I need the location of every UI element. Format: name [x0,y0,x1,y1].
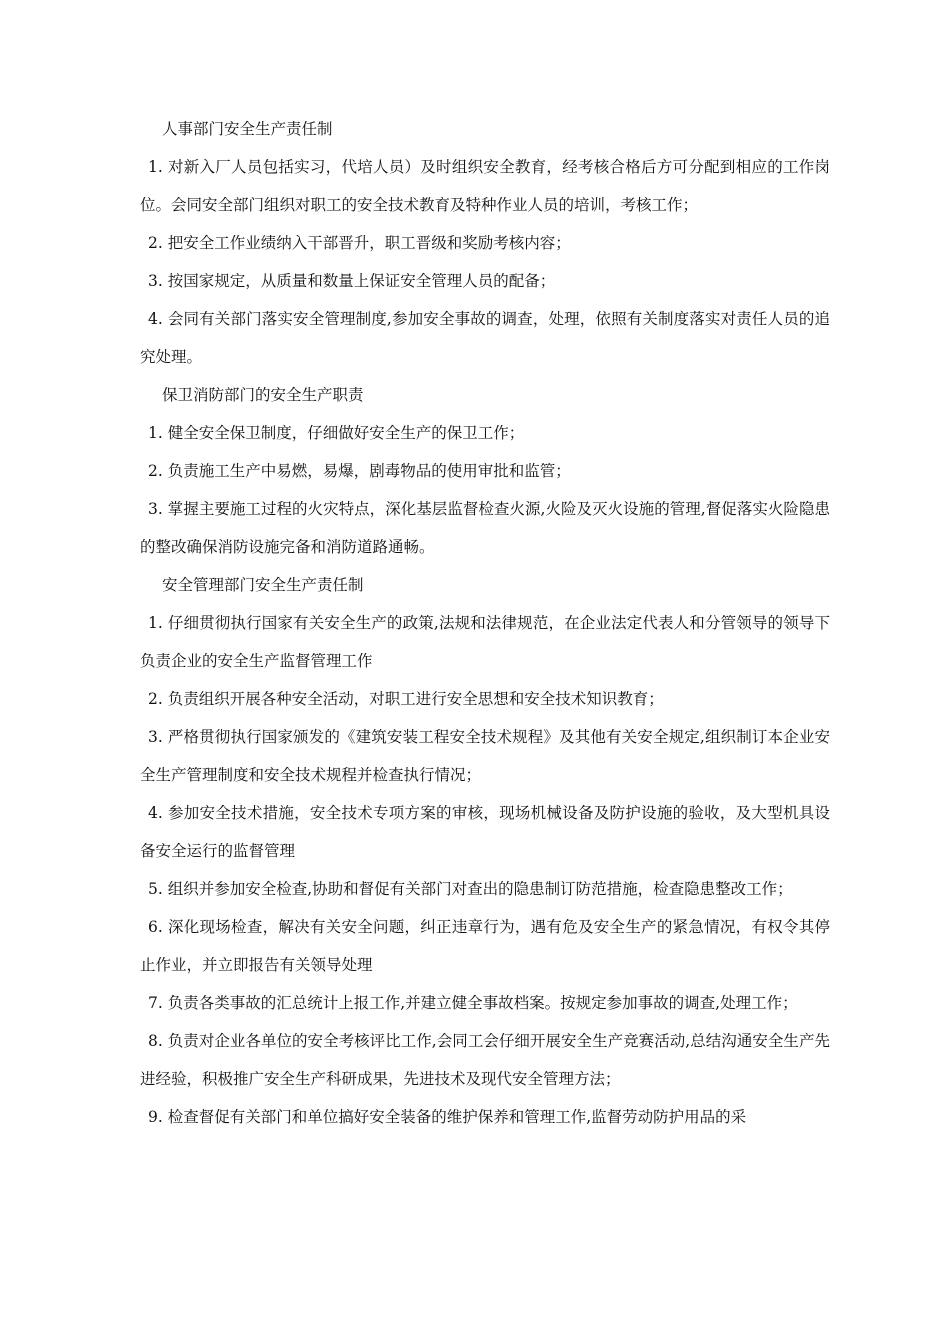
section-title: 人事部门安全生产责任制 [162,120,333,138]
section-title: 安全管理部门安全生产责任制 [162,576,364,594]
list-item: 2. 把安全工作业绩纳入干部晋升，职工晋级和奖励考核内容； [148,234,571,252]
list-item: 2. 负责施工生产中易燃，易爆，剧毒物品的使用审批和监管； [148,462,571,480]
section-security-fire [140,376,830,566]
list-item: 4. 会同有关部门落实安全管理制度,参加安全事故的调查，处理，依照有关制度落实对责任人员的追究处理。 [140,310,830,366]
list-item: 1. 仔细贯彻执行国家有关安全生产的政策,法规和法律规范，在企业法定代表人和分管领导的领导下负责企业的安全生产监督管理工作 [140,614,830,670]
list-item: 2. 负责组织开展各种安全活动，对职工进行安全思想和安全技术知识教育； [148,690,664,708]
list-item: 1. 对新入厂人员包括实习，代培人员）及时组织安全教育，经考核合格后方可分配到相应的工作岗位。会同安全部门组织对职工的安全技术教育及特种作业人员的培训，考核工作； [140,158,831,214]
list-item: 4. 参加安全技术措施，安全技术专项方案的审核，现场机械设备及防护设施的验收，及大型机具设备安全运行的监督管理 [140,804,831,860]
list-item: 5. 组织并参加安全检查,协助和督促有关部门对查出的隐患制订防范措施，检查隐患整改工作； [148,880,793,898]
list-item: 6. 深化现场检查，解决有关安全问题，纠正违章行为，遇有危及安全生产的紧急情况，有权令其停止作业，并立即报告有关领导处理 [140,918,831,974]
list-item: 8. 负责对企业各单位的安全考核评比工作,会同工会仔细开展安全生产竞赛活动,总结沟通安全生产先进经验，积极推广安全生产科研成果，先进技术及现代安全管理方法； [140,1032,830,1088]
list-item: 7. 负责各类事故的汇总统计上报工作,并建立健全事故档案。按规定参加事故的调查,处理工作； [148,994,798,1012]
list-item: 1. 健全安全保卫制度，仔细做好安全生产的保卫工作； [148,424,525,442]
document-page [140,110,830,1136]
section-safety-management [140,566,830,1136]
section-personnel [140,110,830,376]
list-item: 3. 按国家规定，从质量和数量上保证安全管理人员的配备； [148,272,556,290]
section-title: 保卫消防部门的安全生产职责 [162,386,364,404]
list-item: 3. 掌握主要施工过程的火灾特点，深化基层监督检查火源,火险及灭火设施的管理,督促落实火险隐患的整改确保消防设施完备和消防道路通畅。 [140,500,830,556]
list-item: 3. 严格贯彻执行国家颁发的《建筑安装工程安全技术规程》及其他有关安全规定,组织制订本企业安全生产管理制度和安全技术规程并检查执行情况； [140,728,830,784]
list-item: 9. 检查督促有关部门和单位搞好安全装备的维护保养和管理工作,监督劳动防护用品的采 [148,1108,747,1126]
